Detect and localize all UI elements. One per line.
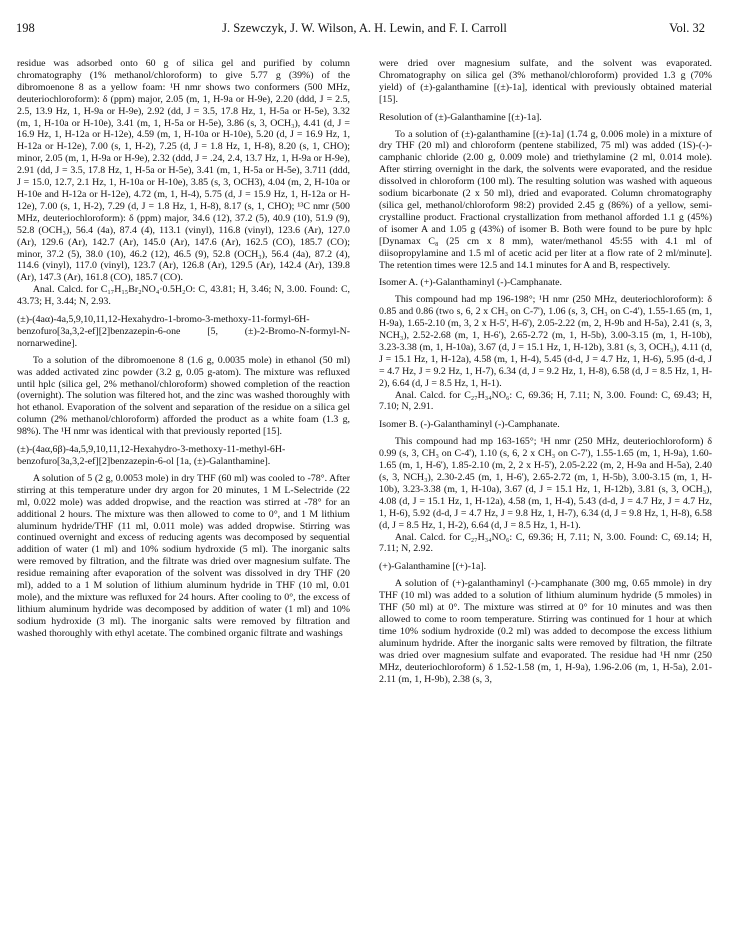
paragraph: A solution of 5 (2 g, 0.0053 mole) in dry THF (60 ml) was cooled to -78°. After stirring at this temperature under dry argon for 20 minutes, 1 M L-Selectride (22 ml, 0.022 mole) was added dropwise, and the reaction was stirred at -78° for an additional 2 hours. The mixture was then allowed to come to 0°, and 1 M lithium aluminum hydride/THF (11 ml, 0.011 mole) was added dropwise. Stirring was continued overnight and excess of reducing agents was decomposed by sequential addition of water (1 ml) and 10% sodium hydroxide (5 ml). The inorganic salts were removed by filtration, and the filtrate was dried over magnesium sulfate. The residue remaining after evaporation of the solvent was dissolved in dry THF (20 ml), added to a 1 M solution of lithium aluminum hydride in THF (10 ml, 0.01 mole), and the mixture was refluxed for 24 hours. After cooling to 0°, the excess of lithium aluminum hydride was decomposed by addition of water (1 ml) and 10% sodium hydroxide (3 ml). The inorganic salts were removed by filtration and washed thoroughly with ethyl acetate. The combined organic filtrate and washings: [17, 472, 350, 639]
paragraph: Anal. Calcd. for C₂₇H₃₄NO₆: C, 69.36; H, 7.11; N, 3.00. Found: C, 69.14; H, 7.11; N, 2.92.: [379, 531, 712, 555]
section-heading: (+)-Galanthamine [(+)-1a].: [379, 561, 487, 573]
paragraph: were dried over magnesium sulfate, and the solvent was evaporated. Chromatography on silica gel (3% methanol/chloroform) provided 1.3 g (70% yield) of (±)-galanthamine [(±)-1a], identical with previously obtained material [15].: [379, 58, 712, 105]
right-text-column: [379, 58, 712, 685]
running-header-authors: J. Szewczyk, J. W. Wilson, A. H. Lewin, and F. I. Carroll: [222, 21, 507, 35]
paragraph: To a solution of (±)-galanthamine [(±)-1a] (1.74 g, 0.006 mole) in a mixture of dry THF (20 ml) and chloroform (pentene stabilized, 75 ml) was added (1S)-(-)-camphanic chloride (2.00 g, 0.009 mole) and triethylamine (2 ml, 0.014 mole). After stirring overnight in the dark, the solvents were evaporated, and the residue dissolved in chloroform (100 ml). The resulting solution was washed with aqueous sodium bicarbonate (2 x 50 ml), dried and evaporated. Column chromatography (silica gel, methanol/chloroform 98:2) provided 2.45 g (86%) of a yellow, semi-crystalline product. Fractional crystallization from methanol afforded 1.1 g (45%) of isomer A and 1.05 g (43%) of isomer B. Both were found to be pure by hplc [Dynamax C₈ (25 cm x 8 mm), water/methanol 45:55 with 4.1 ml of diisopropylamine and 1.5 ml of acetic acid per liter at a flow rate of 2 ml/minute]. The retention times were 12.5 and 14.1 minutes for A and B, respectively.: [379, 128, 712, 271]
section-heading: (±)-(4aα)-4a,5,9,10,11,12-Hexahydro-1-bromo-3-methoxy-11-formyl-6H-benzofuro[3a,3,2-ef][2]benzazepin-6-one [5, (±)-2-Bromo-N-formyl-N-nornarwedine].: [17, 314, 350, 349]
left-text-column: [17, 58, 350, 640]
section-heading: Resolution of (±)-Galanthamine [(±)-1a].: [379, 111, 542, 123]
paragraph: This compound had mp 163-165°; ¹H nmr (250 MHz, deuteriochloroform) δ 0.99 (s, 3, CH₃ on C-4'), 1.10 (s, 6, 2 x CH₃ on C-7'), 1.55-1.65 (m, 1, H-9a), 1.60-1.65 (m, 1, H-6'), 1.85-2.10 (m, 2, 2 x H-5'), 2.05-2.22 (m, 2, H-9a and H-5a), 2.40 (s, 3, NCH₃), 2.30-2.45 (m, 1, H-6'), 2.65-2.72 (m, 1, H-5b), 3.00-3.15 (m, 1, H-10b), 3.23-3.38 (m, 1, H-10a), 3.67 (d, J = 15.1 Hz, 1, H-12b), 3.81 (s, 3, OCH₃), 4.08 (d, J = 15.1 Hz, 1, H-12a), 4.58 (m, 1, H-4), 5.43 (d-d, J = 4.7 Hz, J = 4.7 Hz, 1, H-6), 5.92 (d-d, J = 4.7 Hz, J = 9.8 Hz, 1, H-7), 6.34 (d, J = 9.8 Hz, 1, H-8), 6.58 (d, J = 8.5 Hz, 1, H-2), 6.64 (d, J = 8.5 Hz, 1, H-1).: [379, 436, 712, 531]
paragraph: Anal. Calcd. for C₁₇H₁₅Br₂NO₄·0.5H₂O: C, 43.81; H, 3.46; N, 3.00. Found: C, 43.73; H, 3.44; N, 2.93.: [17, 284, 350, 308]
page-number: 198: [16, 21, 35, 35]
section-heading: Isomer B. (-)-Galanthaminyl (-)-Camphanate.: [379, 419, 560, 431]
volume-label: Vol. 32: [669, 21, 705, 35]
paragraph: This compound had mp 196-198°; ¹H nmr (250 MHz, deuteriochloroform): δ 0.85 and 0.86 (two s, 6, 2 x CH₃ on C-7'), 1.06 (s, 3, CH₃ on C-4'), 1.55-1.65 (m, 1, H-9a), 1.65-2.10 (m, 3, 2 x H-5', H-6'), 2.05-2.22 (m, 2, H-9b and H-5a), 2.41 (s, 3, NCH₃), 2.52-2.68 (m, 1, H-6'), 2.65-2.72 (m, 1, H-5b), 3.00-3.15 (m, 1, H-10b), 3.23-3.38 (m, 1, H-10a), 3.67 (d, J = 15.1 Hz, 1, H-12b), 3.81 (s, 3, OCH₃), 4.11 (d, J = 15.1 Hz, 1, H-12a), 4.58 (m, 1, H-4), 5.45 (d-d, J = 4.7 Hz, 1, H-6), 5.95 (d-d, J = 4.7 Hz, J = 9.2 Hz, 1, H-7), 6.34 (d, J = 9.2 Hz, 1, H-8), 6.58 (d, J = 8.5 Hz, 1, H-2), 6.64 (d, J = 8.5 Hz, 1, H-1).: [379, 294, 712, 389]
section-heading: Isomer A. (+)-Galanthaminyl (-)-Camphanate.: [379, 277, 562, 289]
section-heading: (±)-(4aα,6β)-4a,5,9,10,11,12-Hexahydro-3-methoxy-11-methyl-6H-benzofuro[3a,3,2-ef][2]benzazepin-6-ol [1a, (±)-Galanthamine].: [17, 444, 286, 467]
paragraph: Anal. Calcd. for C₂₇H₃₄NO₆: C, 69.36; H, 7.11; N, 3.00. Found: C, 69.43; H, 7.10; N, 2.91.: [379, 389, 712, 413]
paragraph: residue was adsorbed onto 60 g of silica gel and purified by column chromatography (1% methanol/chloroform) to give 5.77 g (39%) of the dibromoenone 8 as a yellow foam: ¹H nmr shows two conformers (500 MHz, deuteriochloroform): δ (ppm) major, 2.05 (m, 1, H-9a or H-9e), 2.20 (ddd, J = 2.5, 2.5, 13.9 Hz, 1, H-9a or H-9e), 2.92 (dd, J = 3.5, 17.8 Hz, 1, H-5a or H-5e), 3.32 (m, 1, H-10a or H-10e), 3.41 (m, 1, H-5a or H-5e), 3.86 (s, 3, OCH₃), 4.41 (d, J = 16.9 Hz, 1, H-12a or H-12e), 4.59 (m, 1, H-10a or H-10e), 5.20 (d, J = 16.9 Hz, 1, H-12a or H-12e), 7.00 (s, 1, H-2), 7.25 (d, J = 1.8 Hz, 1, H-8), 8.20 (s, 1, CHO); minor, 2.05 (m, 1, H-9a or H-9e), 2.32 (ddd, J = .24, 2.4, 13.7 Hz, 1, H-9a or H-9e), 2.91 (dd, J = 3.5, 17.8 Hz, 1, H-5a or H-5e), 3.41 (m, 1, H-5a or H-5e), 3.711 (ddd, J = 15.0, 12.7, 2.1 Hz, 1, H-10a or H-10e), 3.85 (s, 3, OCH3), 4.04 (m, 2, H-10a or H-10e and H-12a or H-12e), 4.72 (m, 1, H-4), 5.75 (d, J = 15.9 Hz, 1, H-12a or H-12e), 7.00 (s, 1, H-2), 7.29 (d, J = 1.8 Hz, 1, H-8), 8.17 (s, 1, CHO); ¹³C nmr (500 MHz, deuteriochloroform): δ (ppm) major, 34.6 (12), 37.2 (5), 40.9 (10), 51.9 (9), 52.8 (OCH₃), 56.4 (4a), 87.4 (4), 113.1 (vinyl), 116.8 (vinyl), 123.6 (Ar), 127.0 (Ar), 129.6 (Ar), 142.7 (Ar), 145.0 (Ar), 147.6 (Ar), 162.5 (CO), 185.7 (CO); minor, 37.2 (5), 38.0 (10), 46.2 (12), 46.5 (9), 52.8 (OCH₃), 56.4 (4a), 87.2 (4), 114.6 (vinyl), 117.0 (vinyl), 123.7 (Ar), 126.8 (Ar), 129.5 (Ar), 142.4 (Ar), 139.8 (Ar), 147.3 (Ar), 161.8 (CO), 185.7 (CO).: [17, 58, 350, 284]
paragraph: A solution of (+)-galanthaminyl (-)-camphanate (300 mg, 0.65 mmole) in dry THF (10 ml) was added to a solution of lithium aluminum hydride (5 mmoles) in THF (50 ml) at 0°. The mixture was stirred at 0° for 10 minutes and was then allowed to come to room temperature. Stirring was continued for 1 hour at which time 10% sodium hydroxide (0.2 ml) was added to decompose the excess lithium aluminum hydride. After the inorganic salts were removed by filtration, the filtrate was dried over magnesium sulfate and evaporated. The residue had ¹H nmr (250 MHz, deuteriochloroform) δ 1.52-1.58 (m, 1, H-9a), 1.96-2.06 (m, 1, H-5a), 2.01-2.11 (m, 1, H-9b), 2.38 (s, 3,: [379, 578, 712, 685]
paragraph: To a solution of the dibromoenone 8 (1.6 g, 0.0035 mole) in ethanol (50 ml) was added activated zinc powder (3.2 g, 0.05 g-atom). The mixture was refluxed until hplc (silica gel, 2% methanol/chloroform) showed completion of the reaction (overnight). The solution was filtered hot, and the zinc was washed thoroughly with hot ethanol. Evaporation of the solvent and separation of the residue on a silica gel column (2% methanol/chloroform) afforded the product as a white foam (1.3 g, 98%). The ¹H nmr was identical with that previously reported [15].: [17, 354, 350, 438]
